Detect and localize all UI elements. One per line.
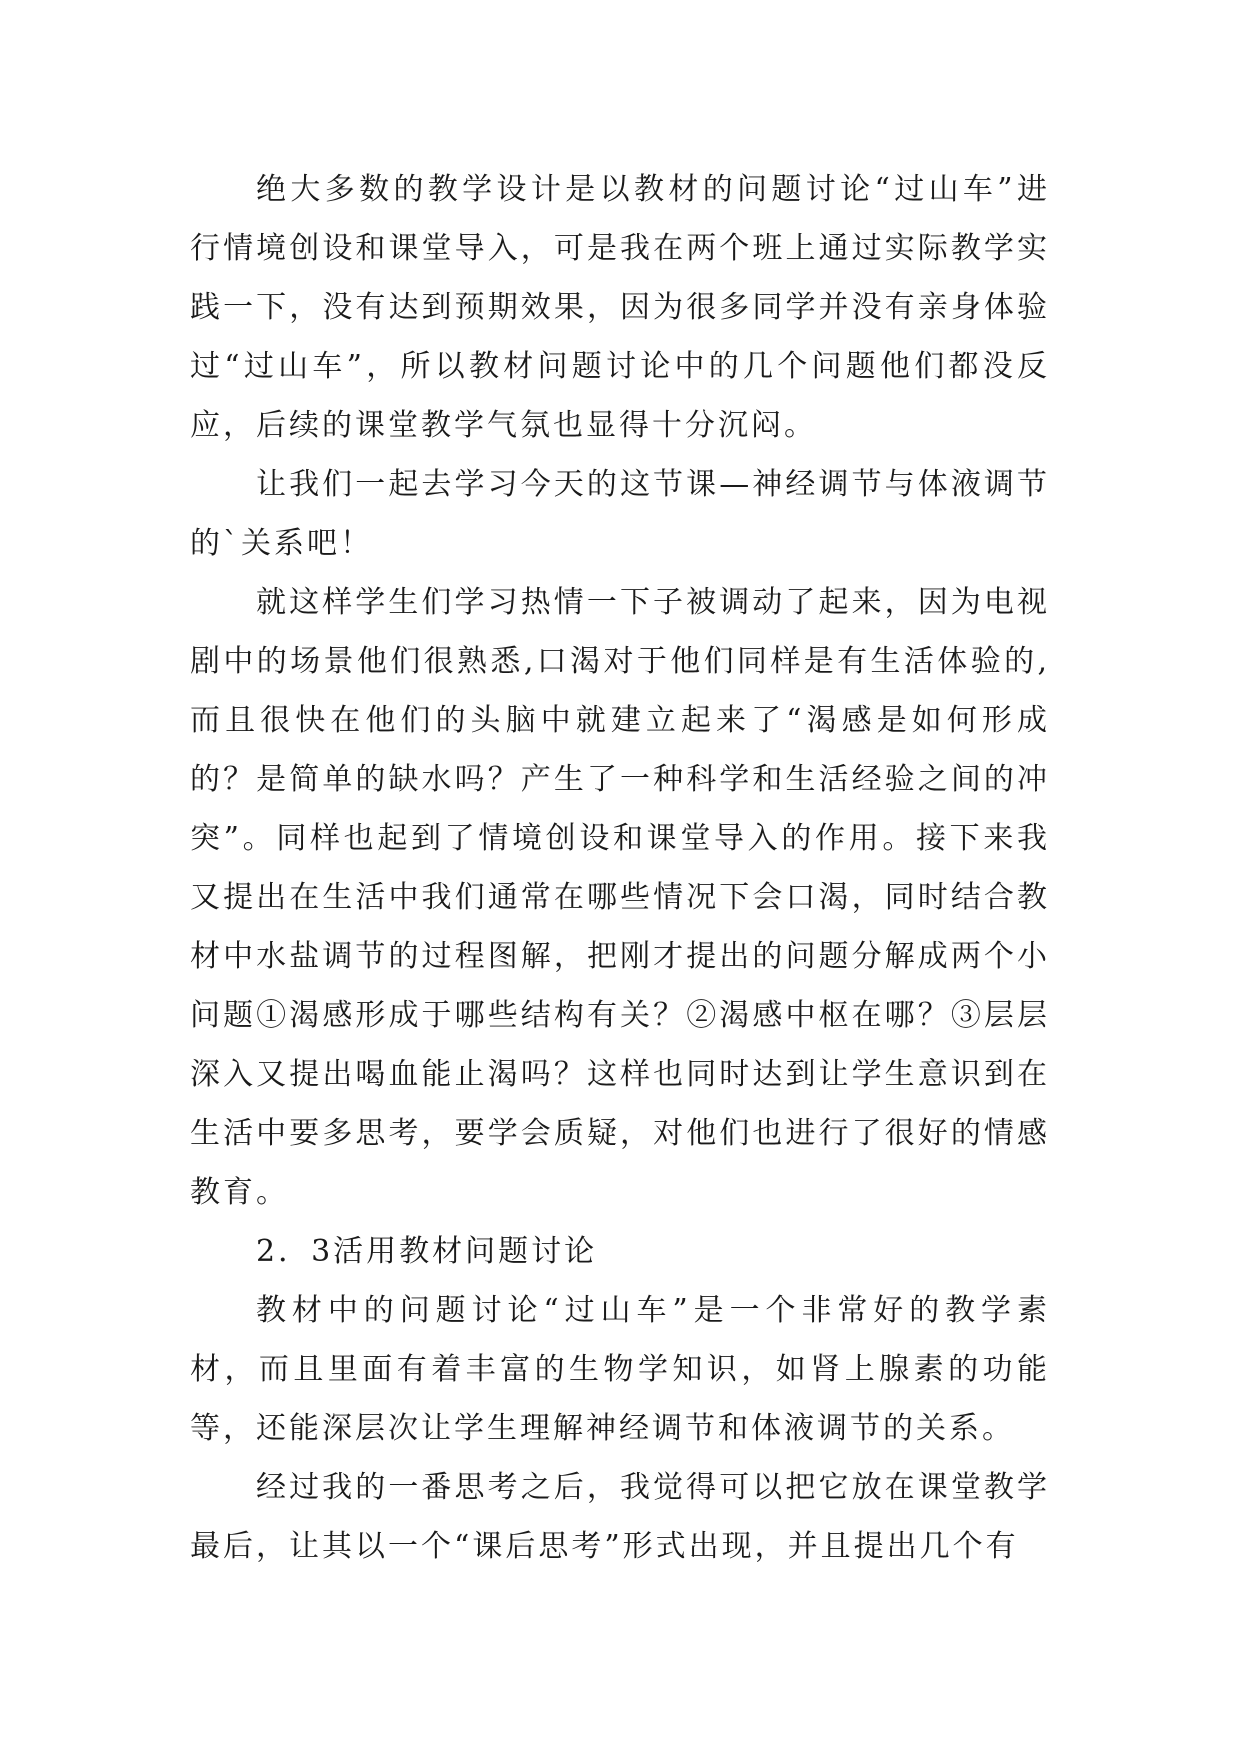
paragraph-lesson-invite: 让我们一起去学习今天的这节课—神经调节与体液调节的`关系吧！: [190, 467, 1050, 561]
paragraph-student-engagement: 就这样学生们学习热情一下子被调动了起来，因为电视剧中的场景他们很熟悉,口渴对于他们同样是有生活体验的,而且很快在他们的头脑中就建立起来了“渴感是如何形成的？是简单的缺水吗？产生了一种科学和生活经验之间的冲突”。同样也起到了情境创设和课堂导入的作用。接下来我又提出在生活中我们通常在哪些情况下会口渴，同时结合教材中水盐调节的过程图解，把刚才提出的问题分解成两个小问题①渴感形成于哪些结构有关？②渴感中枢在哪？③层层深入又提出喝血能止渴吗？这样也同时达到让学生意识到在生活中要多思考，要学会质疑，对他们也进行了很好的情感教育。: [190, 585, 1050, 1210]
document-body: [190, 160, 1050, 1576]
paragraph-intro-design: 绝大多数的教学设计是以教材的问题讨论“过山车”进行情境创设和课堂导入，可是我在两个班上通过实际教学实践一下，没有达到预期效果，因为很多同学并没有亲身体验过“过山车”，所以教材问题讨论中的几个问题他们都没反应，后续的课堂教学气氛也显得十分沉闷。: [190, 172, 1050, 443]
section-heading-2-3: 2．3活用教材问题讨论: [256, 1234, 598, 1269]
paragraph-roller-coaster-material: 教材中的问题讨论“过山车”是一个非常好的教学素材，而且里面有着丰富的生物学知识，如肾上腺素的功能等，还能深层次让学生理解神经调节和体液调节的关系。: [190, 1293, 1050, 1446]
paragraph-after-class-thinking: 经过我的一番思考之后，我觉得可以把它放在课堂教学最后，让其以一个“课后思考”形式出现，并且提出几个有: [190, 1470, 1050, 1564]
